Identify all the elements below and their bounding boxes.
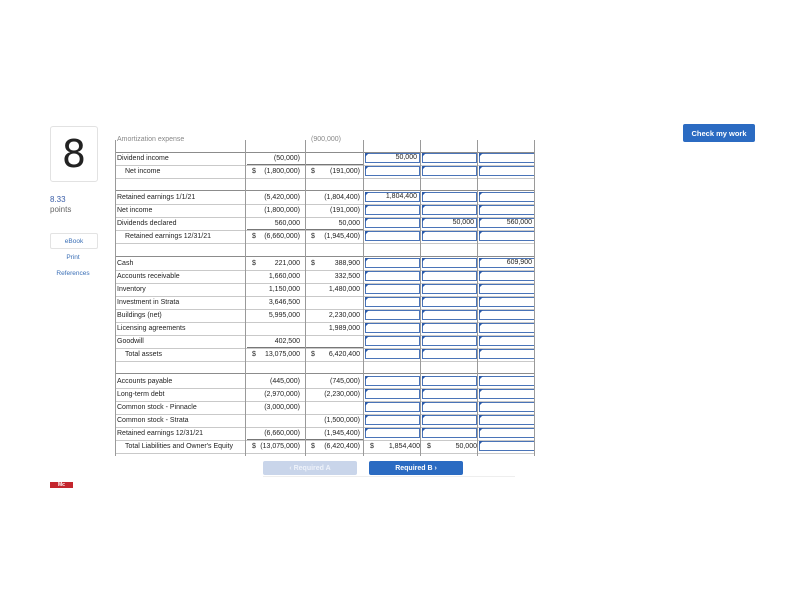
section-separator	[115, 244, 535, 257]
pinnacle-value: (2,970,000)	[264, 391, 300, 398]
pinnacle-value: (1,800,000)	[264, 168, 300, 175]
consolidated-input[interactable]	[479, 192, 535, 202]
ebook-button[interactable]: eBook	[50, 233, 98, 249]
strata-value: 1,989,000	[328, 325, 360, 332]
credit-currency: $	[427, 443, 431, 450]
row-label: Common stock - Strata	[117, 417, 189, 424]
pinnacle-value: (1,800,000)	[264, 207, 300, 214]
column-divider	[363, 140, 364, 456]
pinnacle-value: 1,660,000	[268, 273, 300, 280]
credit-input[interactable]	[422, 284, 477, 294]
credit-input[interactable]	[422, 271, 477, 281]
worksheet-row	[115, 191, 535, 205]
consolidated-input[interactable]	[479, 231, 535, 241]
row-label: Accounts payable	[117, 378, 173, 385]
consolidated-input[interactable]	[479, 376, 535, 386]
credit-input[interactable]	[422, 402, 477, 412]
section-separator	[115, 361, 535, 374]
strata-value: 1,480,000	[328, 286, 360, 293]
debit-input[interactable]	[365, 349, 420, 359]
strata-currency: $	[311, 443, 315, 450]
row-label: Common stock - Pinnacle	[117, 404, 197, 411]
strata-currency: $	[311, 233, 315, 240]
debit-input[interactable]	[365, 231, 420, 241]
debit-input[interactable]	[365, 284, 420, 294]
credit-input[interactable]	[422, 415, 477, 425]
strata-value: 332,500	[334, 273, 360, 280]
credit-input[interactable]	[422, 297, 477, 307]
pinnacle-currency: $	[252, 351, 256, 358]
debit-input[interactable]	[365, 205, 420, 215]
row-label: Retained earnings 12/31/21	[125, 233, 212, 240]
worksheet-row	[115, 230, 535, 244]
debit-input[interactable]	[365, 389, 420, 399]
column-divider	[477, 140, 478, 456]
debit-input[interactable]	[365, 402, 420, 412]
consolidated-input[interactable]	[479, 153, 535, 163]
pinnacle-value: 3,646,500	[268, 299, 300, 306]
row-label: Long-term debt	[117, 391, 165, 398]
worksheet-row	[115, 388, 535, 402]
consolidated-input[interactable]	[479, 389, 535, 399]
column-divider	[305, 140, 306, 456]
worksheet-row	[115, 270, 535, 284]
chevron-right-icon: ›	[432, 464, 437, 472]
row-label: Net income	[125, 168, 161, 175]
strata-value: (2,230,000)	[324, 391, 360, 398]
debit-input[interactable]	[365, 166, 420, 176]
partial-row-value: (900,000)	[311, 136, 341, 143]
strata-value: (6,420,400)	[324, 443, 360, 450]
row-label: Inventory	[117, 286, 146, 293]
next-button-label: Required B	[395, 464, 433, 472]
question-number: 8	[50, 126, 98, 182]
credit-input[interactable]	[422, 349, 477, 359]
debit-input[interactable]: 50,000	[365, 153, 420, 163]
row-label: Investment in Strata	[117, 299, 180, 306]
debit-input[interactable]	[365, 336, 420, 346]
row-label: Retained earnings 1/1/21	[117, 194, 196, 201]
debit-input[interactable]	[365, 271, 420, 281]
pinnacle-value: (6,660,000)	[264, 430, 300, 437]
strata-currency: $	[311, 260, 315, 267]
worksheet-row	[115, 401, 535, 415]
row-label: Cash	[117, 260, 134, 267]
row-label: Total assets	[125, 351, 162, 358]
strata-value: 2,230,000	[328, 312, 360, 319]
pinnacle-value: 5,995,000	[268, 312, 300, 319]
consolidated-input[interactable]	[479, 166, 535, 176]
row-label: Accounts receivable	[117, 273, 180, 280]
worksheet-row	[115, 348, 535, 362]
credit-input[interactable]	[422, 389, 477, 399]
debit-input[interactable]	[365, 258, 420, 268]
worksheet-row	[115, 204, 535, 218]
row-label: Dividend income	[117, 155, 169, 162]
worksheet-row	[115, 309, 535, 323]
worksheet-row	[115, 165, 535, 179]
row-label: Dividends declared	[117, 220, 177, 227]
consolidated-input[interactable]	[479, 205, 535, 215]
strata-value: (745,000)	[330, 378, 360, 385]
consolidated-input[interactable]	[479, 310, 535, 320]
worksheet-row	[115, 440, 535, 454]
consolidated-input[interactable]	[479, 428, 535, 438]
strata-value: (1,945,400)	[324, 430, 360, 437]
pinnacle-value: 13,075,000	[264, 351, 300, 358]
consolidated-input[interactable]: 560,000	[479, 218, 535, 228]
pinnacle-value: (6,660,000)	[264, 233, 300, 240]
consolidated-input[interactable]	[479, 336, 535, 346]
debit-input[interactable]	[365, 297, 420, 307]
consolidated-input[interactable]	[479, 402, 535, 412]
credit-input[interactable]	[422, 428, 477, 438]
consolidated-input[interactable]	[479, 349, 535, 359]
pinnacle-value: (445,000)	[270, 378, 300, 385]
strata-value: (1,804,400)	[324, 194, 360, 201]
check-my-work-button[interactable]: Check my work	[683, 124, 755, 142]
pinnacle-value: (13,075,000)	[260, 443, 300, 450]
credit-input[interactable]	[422, 192, 477, 202]
pinnacle-value: 1,150,000	[268, 286, 300, 293]
row-label: Retained earnings 12/31/21	[117, 430, 204, 437]
worksheet-row	[115, 375, 535, 389]
debit-input[interactable]	[365, 323, 420, 333]
strata-value: (191,000)	[330, 168, 360, 175]
credit-input[interactable]: 50,000	[422, 218, 477, 228]
pinnacle-value: 560,000	[274, 220, 300, 227]
consolidated-input[interactable]	[479, 323, 535, 333]
consolidation-worksheet	[115, 136, 535, 456]
debit-value: 1,854,400	[388, 443, 420, 450]
worksheet-row	[115, 283, 535, 297]
credit-input[interactable]	[422, 376, 477, 386]
strata-currency: $	[311, 168, 315, 175]
credit-input[interactable]	[422, 231, 477, 241]
row-label: Total Liabilities and Owner's Equity	[125, 443, 233, 450]
credit-input[interactable]	[422, 166, 477, 176]
debit-input[interactable]	[365, 415, 420, 425]
pinnacle-currency: $	[252, 233, 256, 240]
credit-input[interactable]	[422, 310, 477, 320]
strata-value	[305, 401, 360, 414]
column-divider	[420, 140, 421, 456]
right-border	[534, 140, 535, 456]
prev-button-label: Required A	[293, 464, 331, 472]
row-label: Licensing agreements	[117, 325, 186, 332]
column-divider	[245, 140, 246, 456]
row-label: Net income	[117, 207, 153, 214]
strata-value: (191,000)	[330, 207, 360, 214]
footer-divider	[263, 476, 515, 477]
next-required-b-button[interactable]	[369, 461, 463, 475]
points-info	[50, 195, 71, 215]
credit-input[interactable]	[422, 153, 477, 163]
pinnacle-value: (3,000,000)	[264, 404, 300, 411]
credit-input[interactable]	[422, 205, 477, 215]
pinnacle-value: 221,000	[274, 260, 300, 267]
pinnacle-currency: $	[252, 168, 256, 175]
debit-currency: $	[370, 443, 374, 450]
pinnacle-value	[245, 322, 300, 335]
pinnacle-value	[245, 414, 300, 427]
credit-input[interactable]	[422, 323, 477, 333]
consolidated-input[interactable]	[479, 415, 535, 425]
strata-value: 6,420,400	[328, 351, 360, 358]
references-link[interactable]: References	[56, 270, 90, 277]
consolidated-input[interactable]	[479, 297, 535, 307]
row-label: Goodwill	[117, 338, 144, 345]
chevron-left-icon: ‹	[289, 464, 294, 472]
credit-value: 50,000	[455, 443, 477, 450]
points-value: 8.33	[50, 195, 66, 204]
debit-input[interactable]	[365, 310, 420, 320]
points-label: points	[50, 205, 72, 214]
pinnacle-currency: $	[252, 260, 256, 267]
worksheet-row	[115, 257, 535, 271]
debit-input[interactable]	[365, 218, 420, 228]
strata-value	[305, 296, 360, 309]
pinnacle-value: (5,420,000)	[264, 194, 300, 201]
strata-value: 50,000	[338, 220, 360, 227]
partial-row-label: Amortization expense	[117, 136, 185, 143]
debit-input[interactable]: 1,804,400	[365, 192, 420, 202]
strata-value: (1,500,000)	[324, 417, 360, 424]
print-link[interactable]: Print	[66, 254, 80, 261]
consolidated-input[interactable]	[479, 271, 535, 281]
row-label: Buildings (net)	[117, 312, 162, 319]
pinnacle-currency: $	[252, 443, 256, 450]
section-separator	[115, 178, 535, 191]
pinnacle-value: 402,500	[274, 338, 300, 345]
strata-value: 388,900	[334, 260, 360, 267]
credit-input[interactable]	[422, 336, 477, 346]
consolidated-input[interactable]	[479, 441, 535, 451]
strata-currency: $	[311, 351, 315, 358]
consolidated-input[interactable]	[479, 284, 535, 294]
consolidated-input[interactable]: 609,900	[479, 258, 535, 268]
strata-value: (1,945,400)	[324, 233, 360, 240]
worksheet-row	[115, 414, 535, 428]
worksheet-row	[115, 322, 535, 336]
pinnacle-value: (50,000)	[273, 155, 300, 162]
credit-input[interactable]	[422, 258, 477, 268]
debit-input[interactable]	[365, 376, 420, 386]
mcgraw-hill-logo: Mc	[50, 482, 73, 488]
left-border	[115, 140, 116, 456]
worksheet-row	[115, 296, 535, 310]
debit-input[interactable]	[365, 428, 420, 438]
prev-required-a-button[interactable]	[263, 461, 357, 475]
